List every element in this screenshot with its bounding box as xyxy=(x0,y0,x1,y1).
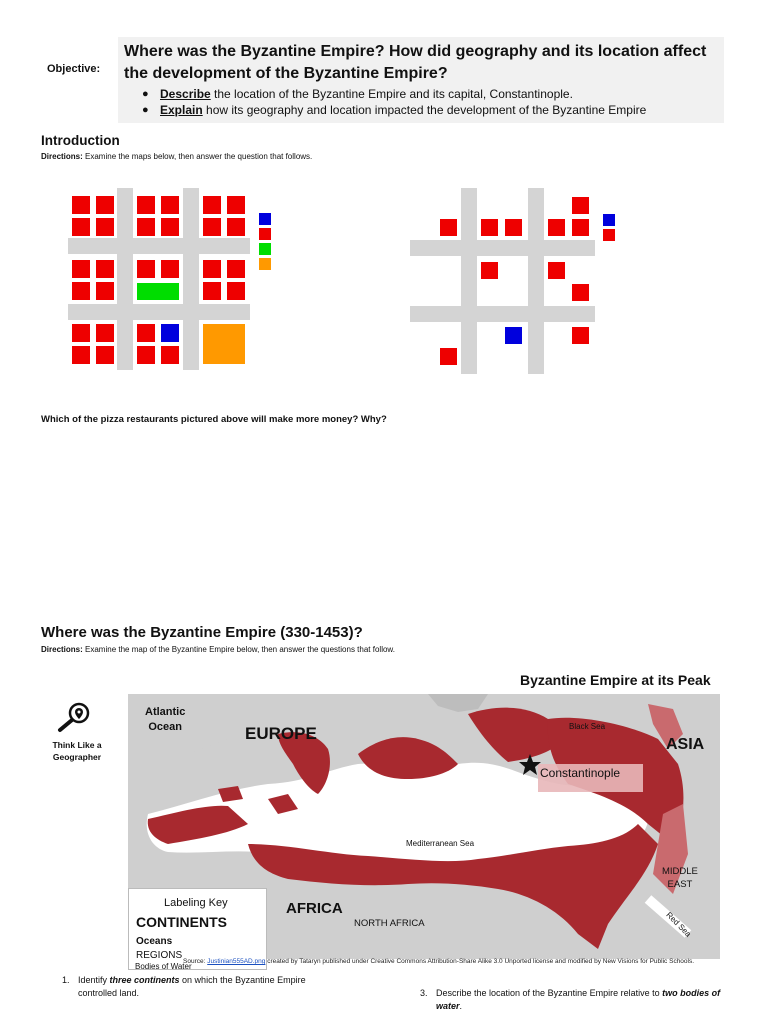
label-atlantic xyxy=(145,705,185,735)
restaurant-red xyxy=(137,346,155,364)
legend-swatch-red xyxy=(603,229,615,241)
intro-heading: Introduction xyxy=(41,133,120,148)
restaurant-red xyxy=(548,219,565,236)
bullet-text: how its geography and location impacted the development of the Byzantine Empire xyxy=(202,103,647,117)
label-mediterranean: Mediterranean Sea xyxy=(406,839,475,848)
directions-text: Examine the map of the Byzantine Empire below, then answer the questions that follow. xyxy=(82,645,395,654)
label-middle-east xyxy=(662,865,698,891)
bullet-dot-icon: ● xyxy=(142,88,149,100)
middle-east-line1: MIDDLE xyxy=(662,866,698,877)
restaurant-red xyxy=(161,260,179,278)
restaurant-red xyxy=(96,218,114,236)
restaurant-red xyxy=(203,282,221,300)
restaurant-red xyxy=(137,218,155,236)
label-black-sea: Black Sea xyxy=(569,722,606,731)
q1-em: three continents xyxy=(109,975,180,985)
section-directions xyxy=(41,645,395,654)
restaurant-red xyxy=(548,262,565,279)
restaurant-red xyxy=(96,282,114,300)
road xyxy=(528,188,544,374)
intro-question: Which of the pizza restaurants pictured above will make more money? Why? xyxy=(41,414,387,425)
bullet-verb: Explain xyxy=(160,103,203,117)
q3-em: two bodies of water xyxy=(436,988,721,1011)
question-1 xyxy=(78,974,338,1000)
restaurant-red xyxy=(96,324,114,342)
restaurant-red xyxy=(227,282,245,300)
key-continents: CONTINENTS xyxy=(136,914,227,930)
legend-swatch-blue xyxy=(259,213,271,225)
restaurant-red xyxy=(72,196,90,214)
legend-swatch-blue xyxy=(603,214,615,226)
restaurant-red xyxy=(96,196,114,214)
restaurant-red xyxy=(72,282,90,300)
key-title: Labeling Key xyxy=(164,897,228,909)
restaurant-red xyxy=(161,218,179,236)
q3-post: . xyxy=(459,1001,463,1011)
directions-text: Examine the maps below, then answer the question that follows. xyxy=(82,152,313,161)
label-red-sea: Red Sea xyxy=(664,910,693,939)
road xyxy=(68,238,250,254)
restaurant-red xyxy=(440,219,457,236)
source-link[interactable]: Justinian555AD.png xyxy=(207,958,266,965)
restaurant-blue xyxy=(161,324,179,342)
source-label: Source: xyxy=(183,958,208,965)
think-like-geographer xyxy=(47,739,107,763)
restaurant-red xyxy=(572,284,589,301)
bullet-dot-icon: ● xyxy=(142,104,149,116)
image-source xyxy=(183,958,743,965)
legend-swatch-orange xyxy=(259,258,271,270)
restaurant-red xyxy=(96,260,114,278)
map-title: Byzantine Empire at its Peak xyxy=(520,672,711,688)
question-3 xyxy=(436,987,736,1013)
restaurant-orange xyxy=(203,324,245,364)
label-asia: ASIA xyxy=(666,736,705,753)
restaurant-red xyxy=(481,219,498,236)
q1-pre: Identify xyxy=(78,975,110,985)
directions-label: Directions: xyxy=(41,645,83,654)
section-heading: Where was the Byzantine Empire (330-1453)? xyxy=(41,624,363,641)
restaurant-red xyxy=(440,348,457,365)
atlantic-line1: Atlantic xyxy=(145,706,186,718)
restaurant-red xyxy=(72,218,90,236)
restaurant-red xyxy=(203,260,221,278)
restaurant-red xyxy=(572,197,589,214)
objective-question: Where was the Byzantine Empire? How did geography and its location affect the development of the Byzantine Empire? xyxy=(124,43,707,82)
objective-bullet-2 xyxy=(142,102,720,118)
restaurant-red xyxy=(137,260,155,278)
restaurant-red xyxy=(72,260,90,278)
key-oceans: Oceans xyxy=(136,936,173,947)
restaurant-red xyxy=(161,346,179,364)
think-label-line2: Geographer xyxy=(52,752,102,762)
think-label-line1: Think Like a xyxy=(52,740,102,750)
bullet-text: the location of the Byzantine Empire and its capital, Constantinople. xyxy=(210,87,573,101)
key-regions: REGIONS xyxy=(136,950,183,961)
intro-directions xyxy=(41,152,312,161)
restaurant-red xyxy=(137,324,155,342)
road xyxy=(183,188,199,370)
q3-number: 3. xyxy=(420,988,428,998)
road xyxy=(68,304,250,320)
restaurant-red xyxy=(505,219,522,236)
restaurant-red xyxy=(227,196,245,214)
q1-post: on which the Byzantine Empire controlled land. xyxy=(78,975,306,998)
restaurant-green xyxy=(137,283,179,300)
restaurant-red xyxy=(72,346,90,364)
key-bodies: Bodies of Water xyxy=(135,962,192,971)
q1-number: 1. xyxy=(62,975,70,985)
restaurant-red xyxy=(572,327,589,344)
q3-pre: Describe the location of the Byzantine Empire relative to xyxy=(436,988,663,998)
restaurant-red xyxy=(481,262,498,279)
objective-bullet-1 xyxy=(142,86,720,102)
restaurant-blue xyxy=(505,327,522,344)
restaurant-red xyxy=(227,218,245,236)
road xyxy=(461,188,477,374)
road xyxy=(410,306,595,322)
restaurant-red xyxy=(203,196,221,214)
bullet-verb: Describe xyxy=(160,87,211,101)
source-text: created by Tataryn published under Creative Commons Attribution-Share Alike 3.0 Unported license and modified by New Visions for Public Schools. xyxy=(265,958,695,965)
restaurant-red xyxy=(161,196,179,214)
label-europe: EUROPE xyxy=(245,724,317,743)
atlantic-line2: Ocean xyxy=(148,721,182,733)
restaurant-red xyxy=(72,324,90,342)
legend-swatch-green xyxy=(259,243,271,255)
magnifier-location-icon xyxy=(55,700,95,734)
label-north-africa: NORTH AFRICA xyxy=(354,918,425,929)
directions-label: Directions: xyxy=(41,152,83,161)
label-africa: AFRICA xyxy=(286,900,343,917)
restaurant-red xyxy=(137,196,155,214)
road xyxy=(117,188,133,370)
middle-east-line2: EAST xyxy=(667,879,693,890)
restaurant-red xyxy=(572,219,589,236)
restaurant-red xyxy=(203,218,221,236)
label-constantinople: Constantinople xyxy=(540,766,621,780)
restaurant-red xyxy=(227,260,245,278)
road xyxy=(410,240,595,256)
objective-label: Objective: xyxy=(47,63,101,75)
legend-swatch-red xyxy=(259,228,271,240)
restaurant-red xyxy=(96,346,114,364)
